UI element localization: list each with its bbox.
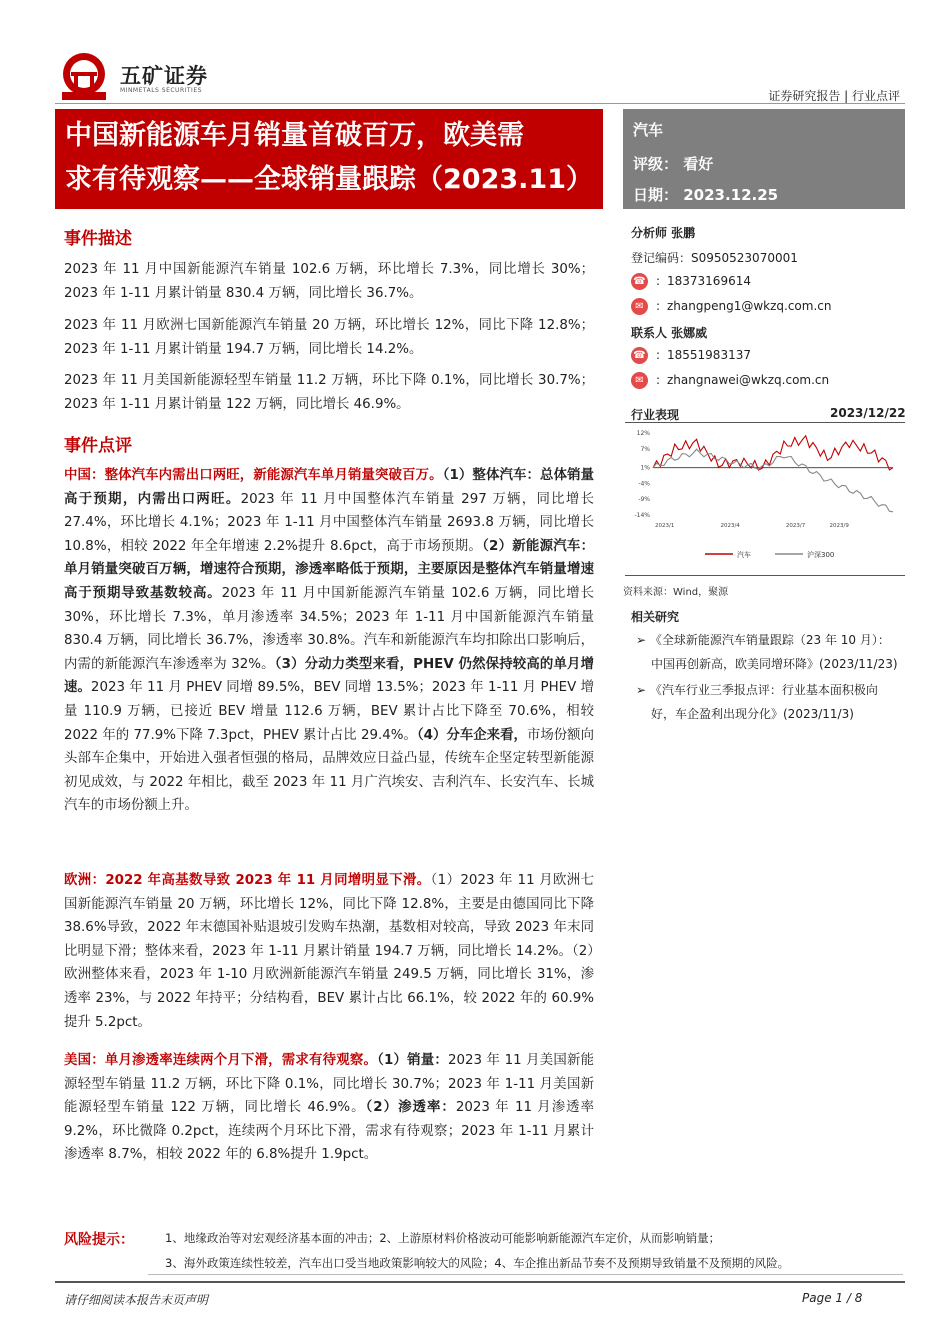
china-paragraph [64,464,594,818]
report-title-line1: 中国新能源车月销量首破百万，欧美需 [65,120,524,151]
brand-name: 五矿证券 [120,64,208,88]
china-text-1: 2023 年 11 月中国整体汽车销量 297 万辆，同比增长 27.4%，环比增长 4.1%；2023 年 1-11 月中国整体汽车销量 2693.8 万辆，同比增长 10.8%，相较 2022 年全年增速 2.2%提升 8.6pct，高于市场预期。 [64,491,595,554]
registration-code: 登记编码：S0950523070001 [631,251,798,265]
china-point-1: （1）整体汽车：总体销量高于预期，内需出口两旺。 [64,468,595,507]
page-number: Page 1 / 8 [802,1291,863,1305]
event-paragraph-2: 2023 年 11 月欧洲七国新能源汽车销量 20 万辆，环比增长 12%，同比下降 12.8%；2023 年 1-11 月累计销量 194.7 万辆，同比增长 14.2%。 [64,318,594,357]
risk-line-2: 3、海外政策连续性较差，汽车出口受当地政策影响较大的风险；4、车企推出新品节奏不及预期导致销量不及预期的风险。 [165,1256,790,1270]
email-icon: ✉ [631,298,648,315]
footer-divider [55,1281,905,1283]
email-icon: ✉ [631,372,648,389]
colon: : [656,348,661,362]
related-item-1-line1: 《全球新能源汽车销量跟踪（23 年 10 月）： [649,633,890,647]
performance-chart [625,423,905,575]
europe-paragraph [64,869,594,1034]
colon: : [656,299,661,313]
y-tick-label: -14% [634,512,650,519]
europe-text: （1）2023 年 11 月欧洲七国新能源汽车销量 20 万辆，环比增长 12%，同比下降 12.8%，主要是由德国同比下降 38.6%导致，2022 年末德国补贴退坡引发购车热潮，基数相对较高，导致 2023 年末同比明显下滑；整体来看，2023 年 1-11 月累计销量 194.7 万辆，同比增长 14.2%。（2）欧洲整体来看，2023 年 1-10 月欧洲新能源汽车销量 249.5 万辆，同比增长 31%，渗透率 23%，与 2022 年持平；分结构看，BEV 累计占比 66.1%，较 2022 年的 60.9%提升 5.2pct。 [64,873,594,1030]
us-heading: 美国：单月渗透率连续两个月下滑，需求有待观察。 [64,1053,378,1068]
section-title-event: 事件描述 [64,229,132,249]
analyst-phone: 18373169614 [667,274,751,288]
contact-email[interactable]: zhangnawei@wkzq.com.cn [667,373,830,387]
y-tick-label: -9% [638,496,650,504]
related-item-1-line2: 中国再创新高，欧美同增环降》(2023/11/23) [651,657,898,671]
report-title-line2: 求有待观察——全球销量跟踪（2023.11） [65,164,593,195]
performance-title: 行业表现 [631,408,680,422]
china-text-4: 市场份额向头部车企集中，开始进入强者恒强的格局，品牌效应日益凸显，传统车企坚定转型新能源初见成效，与 2022 年相比，截至 2023 年 11 月广汽埃安、吉利汽车、长安汽车、长城汽车的市场份额上升。 [64,727,594,814]
date-label: 日期： 2023.12.25 [633,186,779,204]
event-paragraph-3: 2023 年 11 月美国新能源轻型车销量 11.2 万辆，环比下降 0.1%，同比增长 30.7%；2023 年 1-11 月累计销量 122 万辆，同比增长 46.9%。 [64,373,594,412]
bullet-icon: ➢ [636,633,647,647]
y-tick-label: 12% [636,430,650,437]
china-point-2: （2）新能源汽车：单月销量突破百万辆，增速符合预期，渗透率略低于预期，主要原因是整体汽车销量增速高于预期导致基数较高。 [64,538,594,601]
footer-note: 请仔细阅读本报告末页声明 [64,1293,209,1307]
phone-icon: ☎ [631,347,648,364]
header-divider [55,103,905,104]
china-text-3: 2023 年 11 月 PHEV 同增 89.5%，BEV 同增 13.5%；2023 年 1-11 月 PHEV 增量 110.9 万辆，已接近 BEV 增量 112.6 万辆，BEV 累计占比下降至 70.6%，相较 2022 年的 77.9%下降 7.3pct，PHEV 累计占比 29.4%。 [64,680,595,743]
china-text-2: 2023 年 11 月中国新能源汽车销量 102.6 万辆，同比增长 30%，环比增长 7.3%，单月渗透率 34.5%；2023 年 1-11 月中国新能源汽车销量 830.4 万辆，同比增长 36.7%，渗透率 30.8%。汽车和新能源汽车均扣除出口影响后，内需的新能源汽车渗透率为 32%。 [64,585,594,672]
related-item-2-line2: 好，车企盈利出现分化》(2023/11/3) [651,707,854,721]
series-line-auto [653,436,893,470]
china-point-3: （3）分动力类型来看，PHEV 仍然保持较高的单月增速。 [64,656,594,696]
report-title [65,114,600,202]
analyst-email[interactable]: zhangpeng1@wkzq.com.cn [667,299,832,313]
legend-label: 沪深300 [807,551,835,559]
risk-line-1: 1、地缘政治等对宏观经济基本面的冲击；2、上游原材料价格波动可能影响新能源汽车定价，从而影响销量； [165,1231,721,1245]
china-point-4: （4）分车企来看， [416,727,527,743]
chart-source: 资料来源：Wind，聚源 [623,587,729,598]
analyst-name: 分析师 张鹏 [631,226,696,240]
performance-date: 2023/12/22 [830,406,906,420]
x-tick-label: 2023/9 [829,523,849,529]
colon: : [656,373,661,387]
related-item-1[interactable] [636,628,904,676]
x-tick-label: 2023/7 [785,523,806,529]
x-tick-label: 2023/1 [655,523,675,529]
risk-label: 风险提示： [64,1232,134,1248]
report-type: 证券研究报告 | 行业点评 [768,89,900,103]
contact-name: 联系人 张娜威 [631,326,708,340]
event-paragraph-1: 2023 年 11 月中国新能源汽车销量 102.6 万辆，环比增长 7.3%，同比增长 30%；2023 年 1-11 月累计销量 830.4 万辆，同比增长 36.7%。 [64,262,594,301]
us-text-1: 2023 年 11 月美国新能源轻型车销量 11.2 万辆，环比下降 0.1%，同比增长 30.7%；2023 年 1-11 月美国新能源轻型车销量 122 万辆，同比增长 46.9%。 [64,1053,595,1116]
company-logo [58,52,110,102]
y-tick-label: -4% [638,480,650,488]
brand-name-en: MINMETALS SECURITIES [120,87,202,94]
y-tick-label: 1% [640,464,650,472]
us-point-2: （2）渗透率： [365,1100,456,1116]
y-tick-label: 7% [640,445,650,453]
section-title-comment: 事件点评 [64,436,132,456]
industry-label: 汽车 [633,121,664,139]
related-title: 相关研究 [631,610,680,624]
us-point-1: （1）销量： [377,1053,448,1068]
us-paragraph [64,1049,594,1167]
us-text-2: 2023 年 11 月渗透率 9.2%，环比微降 0.2pct，连续两个月环比下滑，需求有待观察；2023 年 1-11 月累计渗透率 8.7%，相较 2022 年的 6.8%提升 1.9pct。 [64,1100,594,1163]
risk-divider [148,1274,903,1275]
europe-heading: 欧洲：2022 年高基数导致 2023 年 11 月同增明显下滑。 [64,873,431,888]
legend-label: 汽车 [737,551,751,559]
rating-label: 评级： 看好 [633,155,714,173]
china-heading: 中国：整体汽车内需出口两旺，新能源汽车单月销量突破百万。 [64,468,443,483]
colon: : [656,274,661,288]
related-item-2-line1: 《汽车行业三季报点评：行业基本面积极向 [649,683,878,697]
contact-phone: 18551983137 [667,348,751,362]
x-tick-label: 2023/4 [720,523,740,529]
series-line-hs300 [653,449,893,512]
performance-divider-bottom [625,575,905,576]
related-item-2[interactable] [636,678,904,726]
phone-icon: ☎ [631,273,648,290]
bullet-icon: ➢ [636,683,647,697]
